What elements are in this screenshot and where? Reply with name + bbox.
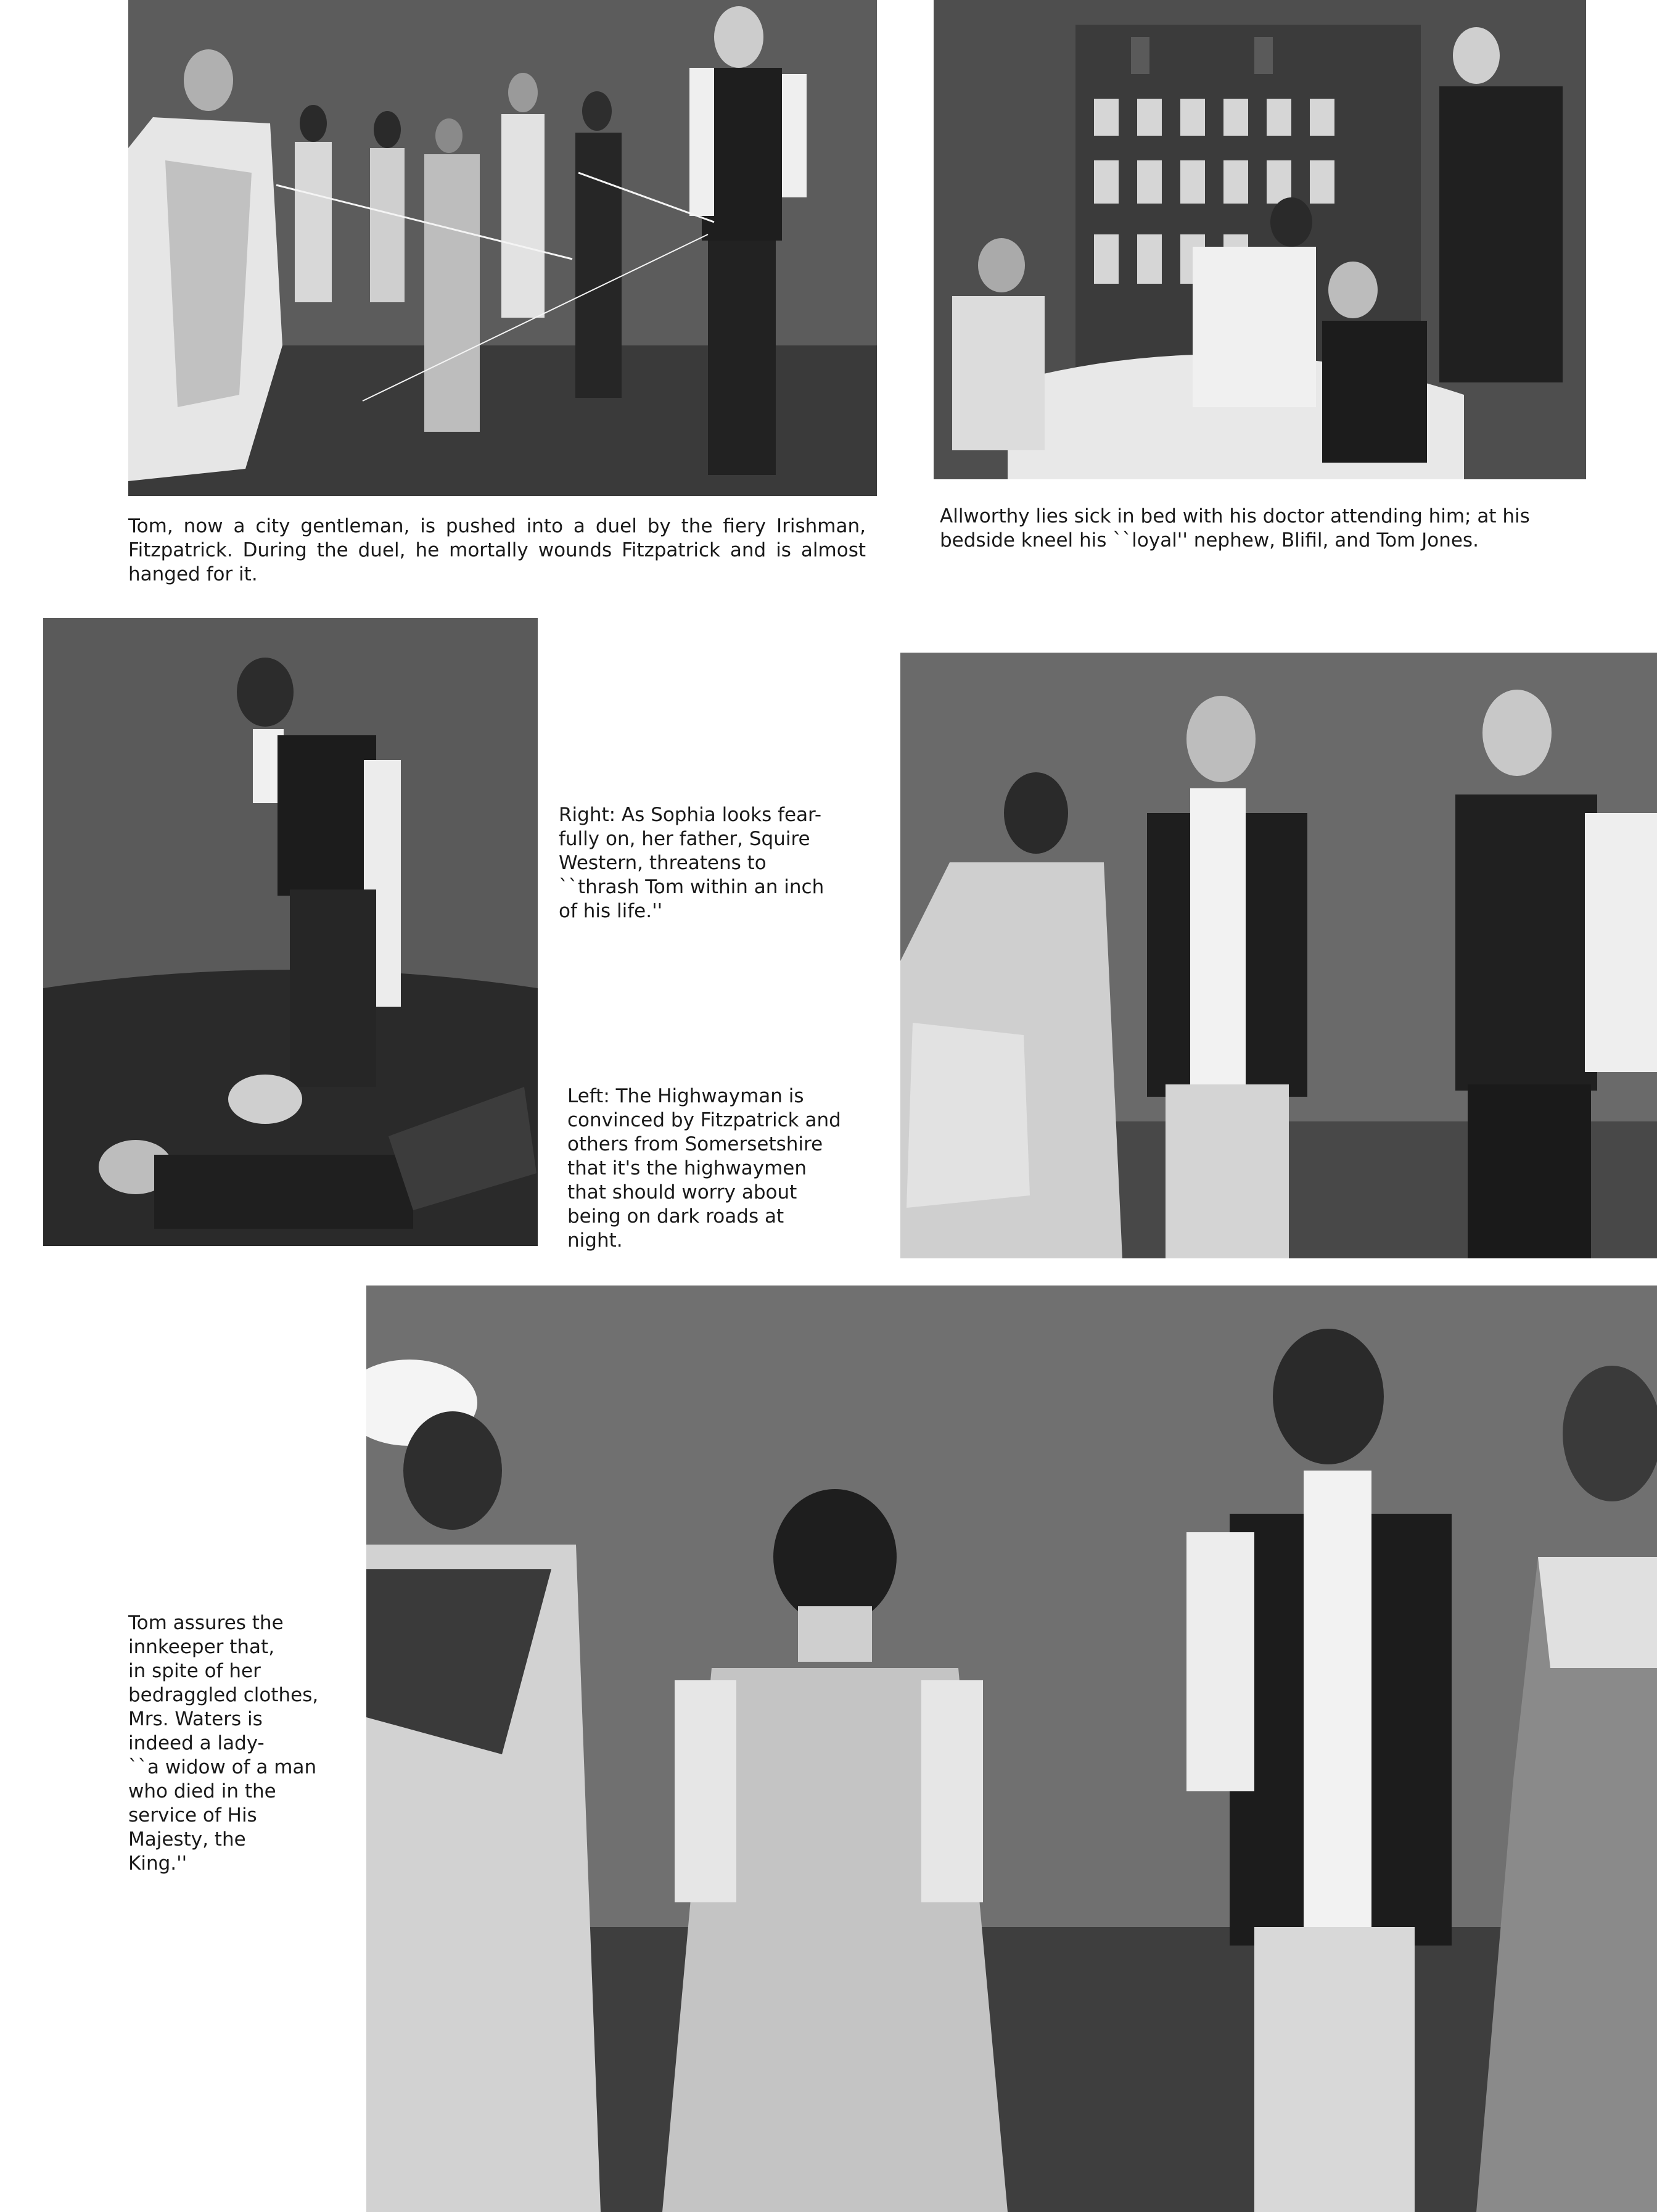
caption-left-highwayman: Left: The Highwayman is convinced by Fitzpatrick and others from Somersetshire that it's the highwaymen that should worry about being on dark roads at night.: [567, 1085, 841, 1252]
caption-duel: Tom, now a city gentleman, is pushed into a duel by the fiery Irishman, Fitzpatrick. During the duel, he mortally wounds Fitzpatrick and is almost hanged for it.: [128, 515, 866, 585]
photo-highwayman: [43, 618, 538, 1246]
photo-duel-scene: [128, 0, 877, 496]
caption-innkeeper: Tom assures the innkeeper that, in spite of her bedraggled clothes, Mrs. Waters is indeed a lady- ``a widow of a man who died in the service of His Majesty, the King.'': [128, 1612, 319, 1875]
caption-right-sophia: Right: As Sophia looks fear- fully on, her father, Squire Western, threatens to ``thrash Tom within an inch of his life.'': [559, 804, 824, 922]
photo-allworthy-bed: [934, 0, 1586, 479]
caption-allworthy: Allworthy lies sick in bed with his doctor attending him; at his bedside kneel his ``loyal'' nephew, Blifil, and Tom Jones.: [940, 505, 1530, 551]
photo-sophia-squire-western: [900, 653, 1657, 1258]
photo-innkeeper-scene: [366, 1286, 1657, 2212]
